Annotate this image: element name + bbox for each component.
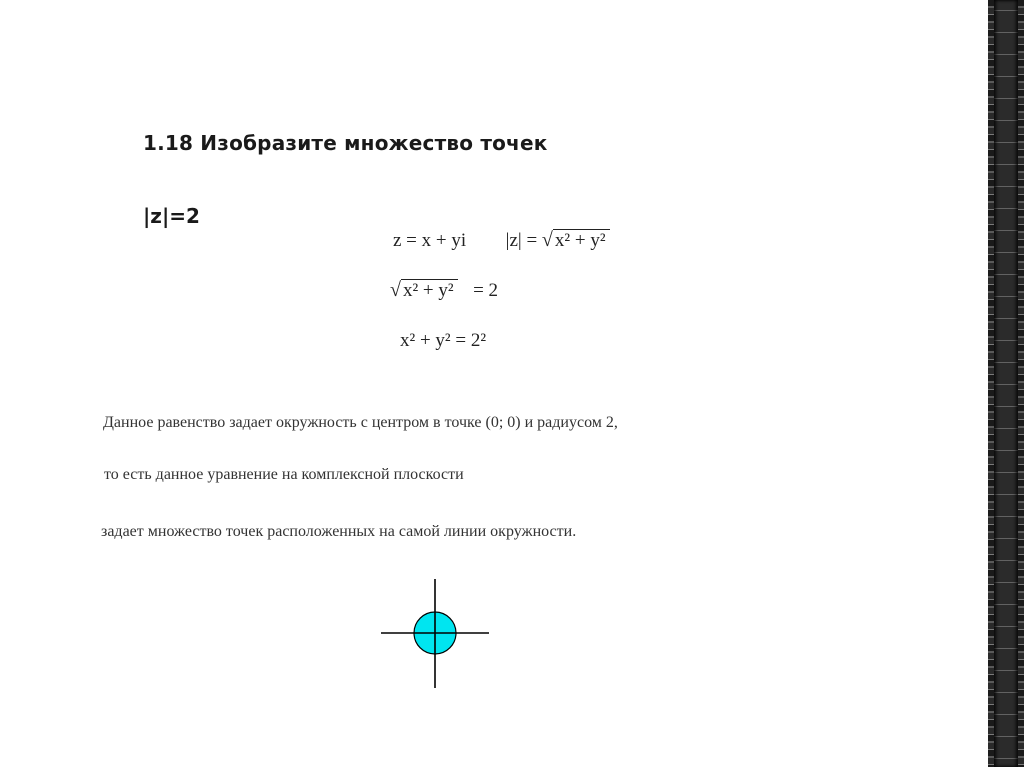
sqrt-expression-2 bbox=[390, 279, 458, 302]
formula-z-def: z = x + yi bbox=[393, 230, 467, 251]
formula-line-2 bbox=[390, 279, 498, 302]
formula-line-1 bbox=[393, 229, 610, 252]
slide-title: 1.18 Изобразите множество точек bbox=[143, 131, 548, 155]
formula-rhs-2: = 2 bbox=[473, 280, 499, 301]
sqrt-icon: √ bbox=[390, 279, 401, 301]
sqrt-icon: √ bbox=[541, 229, 553, 251]
formula-line-3: x² + y² = 2² bbox=[400, 330, 487, 351]
right-border-filmstrip bbox=[994, 0, 1018, 767]
sqrt-expression-1 bbox=[542, 229, 610, 252]
paragraph-line-1: Данное равенство задает окружность с центром в точке (0; 0) и радиусом 2, bbox=[103, 414, 618, 431]
radicand-1: x² + y² bbox=[553, 229, 610, 252]
condition-text: |z|=2 bbox=[143, 204, 200, 228]
radicand-2: x² + y² bbox=[401, 279, 458, 302]
paragraph-line-2: то есть данное уравнение на комплексной плоскости bbox=[104, 466, 464, 483]
formula-modulus: |z| = bbox=[505, 230, 542, 251]
circle-figure bbox=[380, 578, 490, 690]
paragraph-line-3: задает множество точек расположенных на самой линии окружности. bbox=[101, 523, 577, 540]
